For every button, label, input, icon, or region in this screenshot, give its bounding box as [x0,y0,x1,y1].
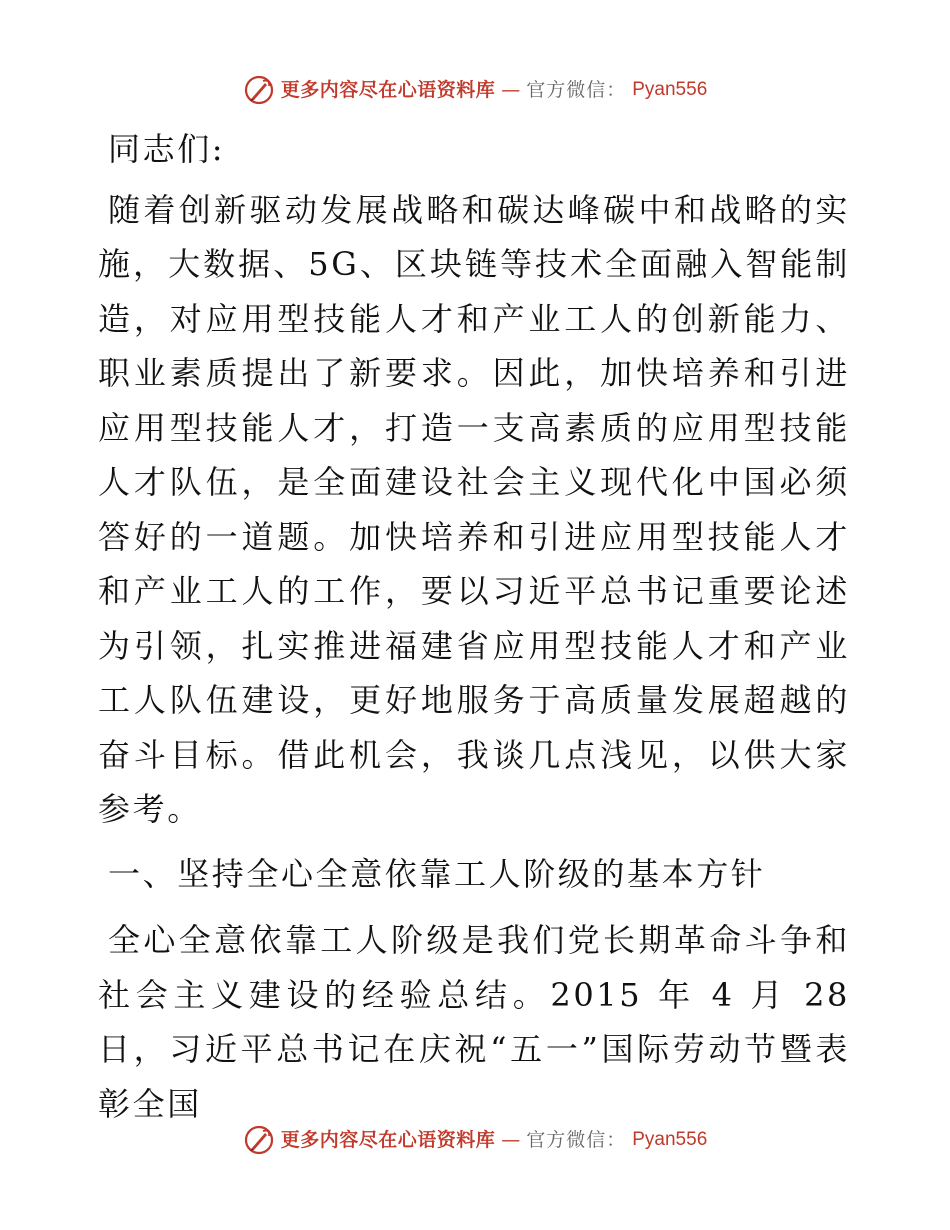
quill-pen-logo-icon [243,74,275,106]
body-paragraph-2: 全心全意依靠工人阶级是我们党长期革命斗争和社会主义建设的经验总结。2015 年 4 月 28 日，习近平总书记在庆祝“五一”国际劳动节暨表彰全国 [98,921,850,1123]
watermark-wechat-label: 官方微信： [526,79,627,101]
watermark-dash: — [501,1129,521,1151]
watermark-site-text: 更多内容尽在心语资料库 [280,79,496,101]
body-paragraph-1: 随着创新驱动发展战略和碳达峰碳中和战略的实施，大数据、5G、区块链等技术全面融入智能制造，对应用型技能人才和产业工人的创新能力、职业素质提出了新要求。因此，加快培养和引进应用型技能人才，打造一支高素质的应用型技能人才队伍，是全面建设社会主义现代化中国必须答好的一道题。加快培养和引进应用型技能人才和产业工人的工作，要以习近平总书记重要论述为引领，扎实推进福建省应用型技能人才和产业工人队伍建设，更好地服务于高质量发展超越的奋斗目标。借此机会，我谈几点浅见，以供大家参考。 [98,190,850,828]
watermark-dash: — [501,79,521,101]
document-body [98,122,850,1131]
salutation: 同志们: [108,130,226,168]
watermark-wechat-id: Pyan556 [632,79,708,100]
quill-pen-logo-icon [243,1124,275,1156]
watermark-wechat-id: Pyan556 [632,1129,708,1150]
section-heading-1: 一、坚持全心全意依靠工人阶级的基本方针 [108,854,766,893]
footer-watermark [0,1120,950,1160]
watermark-wechat-label: 官方微信： [526,1129,627,1151]
watermark-site-text: 更多内容尽在心语资料库 [280,1129,496,1151]
header-watermark [0,70,950,110]
